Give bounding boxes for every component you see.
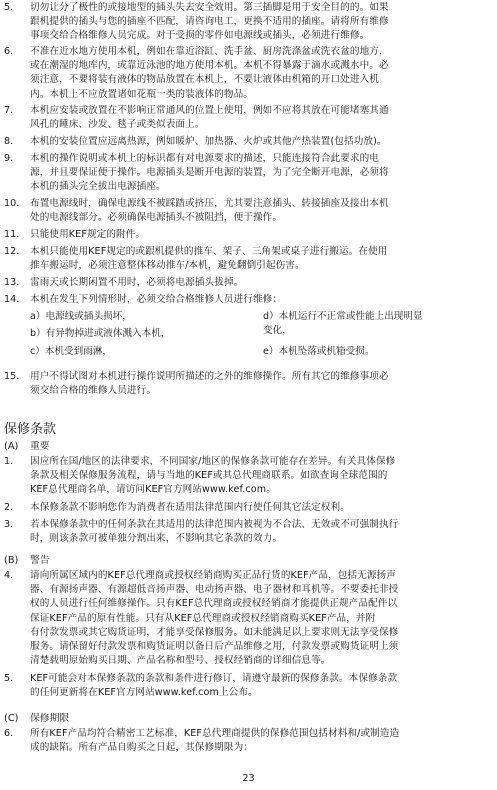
subsection-title: 保修期限	[30, 713, 70, 724]
item-number: 4.	[4, 570, 14, 581]
item-text: 用户不得试图对本机进行操作说明所描述的之外的维修操作。所有其它的维修事项必 须交给合格的维修人员进行。	[30, 371, 389, 397]
item-text: 请向所属区域内的KEF总代理商或授权经销商购买正品行货的KEF产品，包括无源扬声 器、有源扬声器、有源超低音扬声器、电动扬声器、电子器材和耳机等。不要委托非授 权的人员进行任何维修操作。只有KEF总代理商或授权经销商才能提供正规产品配件以 保证KEF产品的原有性能。只有从KEF总代理商或授权经销商购买KEF产品，并附 有付款发票或其它购货证明，才能享受保修服务。如未能满足以上要求则无法享受保修 服务。请保留好付款发票和购货证明以备日后产品维修之用，付款发票或购货证明上须 清楚载明原始购买日期、产品名称和型号、授权经销商的详细信息等。	[30, 570, 399, 667]
item-number: 12.	[4, 246, 20, 257]
item-text: 不准在近水地方使用本机，例如在靠近浴缸、洗手盆、厨房洗涤盆或洗衣盆的地方， 或在潮湿的地库内，或靠近泳池的地方使用本机。本机不得暴露于滴水或溅水中。必 须注意，不要将装有液体的物品放置在本机上，不要让液体由机箱的开口处进入机 内。本机上不应放置诸如花瓶一类的装液体的物品。	[30, 46, 389, 100]
item14-sub-d: d）本机运行不正常或性能上出现明显 变化，	[263, 311, 423, 337]
item-text: 本机的安装位置应远离热源，例如暖炉、加热器、火炉或其他产热装置(包括功放)。	[30, 136, 387, 147]
item-number: 13.	[4, 277, 20, 288]
item-text: 本机的操作说明或本机上的标识都有对电源要求的描述，只能连接符合此要求的电 源，并且要保证便于操作。电源插头是断开电源的装置，为了完全断开电源，必须将 本机的插头完全拔出电源插座。	[30, 153, 389, 193]
subsection-b-heading	[4, 552, 50, 566]
subsection-a-heading	[4, 438, 50, 452]
item14-sub-e: e）本机坠落或机箱受损。	[263, 346, 375, 357]
subsection-title: 警告	[30, 555, 50, 566]
item-text: 切勿让分了极性的或接地型的插头失去安全效用。第三插脚是用于安全目的的。如果 跟机提供的插头与您的插座不匹配，请咨询电工，更换不适用的插座。请将所有维修 事项交给合格维修人员完成。对于受损的零件如电源线或插头，必须进行维修。	[30, 2, 389, 42]
item-text: 本机在发生下列情形时，必须交给合格维修人员进行维修：	[30, 294, 283, 305]
item14-sub-c: c）本机受到雨淋，	[30, 346, 113, 357]
item-text: 所有KEF产品均符合精密工艺标准，KEF总代理商提供的保修范围包括材料和/或制造造 成的缺陷。所有产品自购买之日起，其保修期限为：	[30, 728, 400, 754]
item-number: 11.	[4, 229, 20, 240]
item-number: 7.	[4, 105, 14, 116]
item-text: 雷雨天或长期闲置不用时，必须将电源插头拔掉。	[30, 277, 244, 288]
item-text: 布置电源线时，确保电源线不被踩踏或挤压，尤其要注意插头、转接插座及接出本机 处的电源线部分。必须确保电源插头不被阻挡，便于操作。	[30, 198, 389, 224]
subsection-label: (A)	[4, 441, 19, 452]
item-number: 5.	[4, 2, 14, 13]
item-text: 若本保修条款中的任何条款在其适用的法律范围内被视为不合法、无效或不可强制执行 时，则该条款可被单独分割出来，不影响其它条款的效力。	[30, 519, 399, 545]
item-text: 本机应安装或放置在不影响正常通风的位置上使用，例如不应将其放在可能堵塞其通 风孔的睡床、沙发、毯子或类似表面上。	[30, 105, 389, 131]
item-text: 只能使用KEF规定的附件。	[30, 229, 146, 240]
item-number: 6.	[4, 46, 14, 57]
item14-sub-a: a）电源线或插头损坏，	[30, 311, 132, 322]
section-title: 保修条款	[4, 422, 57, 437]
item-text: 本机只能使用KEF规定的或跟机提供的推车、架子、三角架或桌子进行搬运。在使用 推车搬运时，必须注意整体移动推车/本机，避免翻倒引起伤害。	[30, 246, 388, 272]
item-number: 3.	[4, 519, 14, 530]
page-number: 23	[242, 773, 255, 784]
subsection-label: (B)	[4, 555, 19, 566]
item-text: 因应所在国/地区的法律要求，不同国家/地区的保修条款可能存在差异。有关具体保修 条款及相关保修服务流程，请与当地的KEF或其总代理商联系。如欲查询全球范围的 KEF总代理商名单，请访问KEF官方网站www.kef.com。	[30, 456, 396, 496]
item-number: 1.	[4, 456, 14, 467]
item-number: 9.	[4, 153, 14, 164]
subsection-label: (C)	[4, 713, 19, 724]
item-number: 5.	[4, 673, 14, 684]
subsection-title: 重要	[30, 441, 50, 452]
item-text: KEF可能会对本保修条款的条款和条件进行修订，请遵守最新的保修条款。本保修条款 的任何更新将在KEF官方网站www.kef.com上公布。	[30, 673, 398, 699]
item-number: 6.	[4, 728, 14, 739]
item-number: 2.	[4, 502, 14, 513]
subsection-c-heading	[4, 710, 69, 724]
item-number: 14.	[4, 294, 20, 305]
item-number: 10.	[4, 198, 20, 209]
item-number: 8.	[4, 136, 14, 147]
item-number: 15.	[4, 371, 20, 382]
item-text: 本保修条款不影响您作为消费者在适用法律范围内行使任何其它法定权利。	[30, 502, 350, 513]
item14-sub-b: b）有异物掉进或液体溅入本机，	[30, 328, 171, 339]
